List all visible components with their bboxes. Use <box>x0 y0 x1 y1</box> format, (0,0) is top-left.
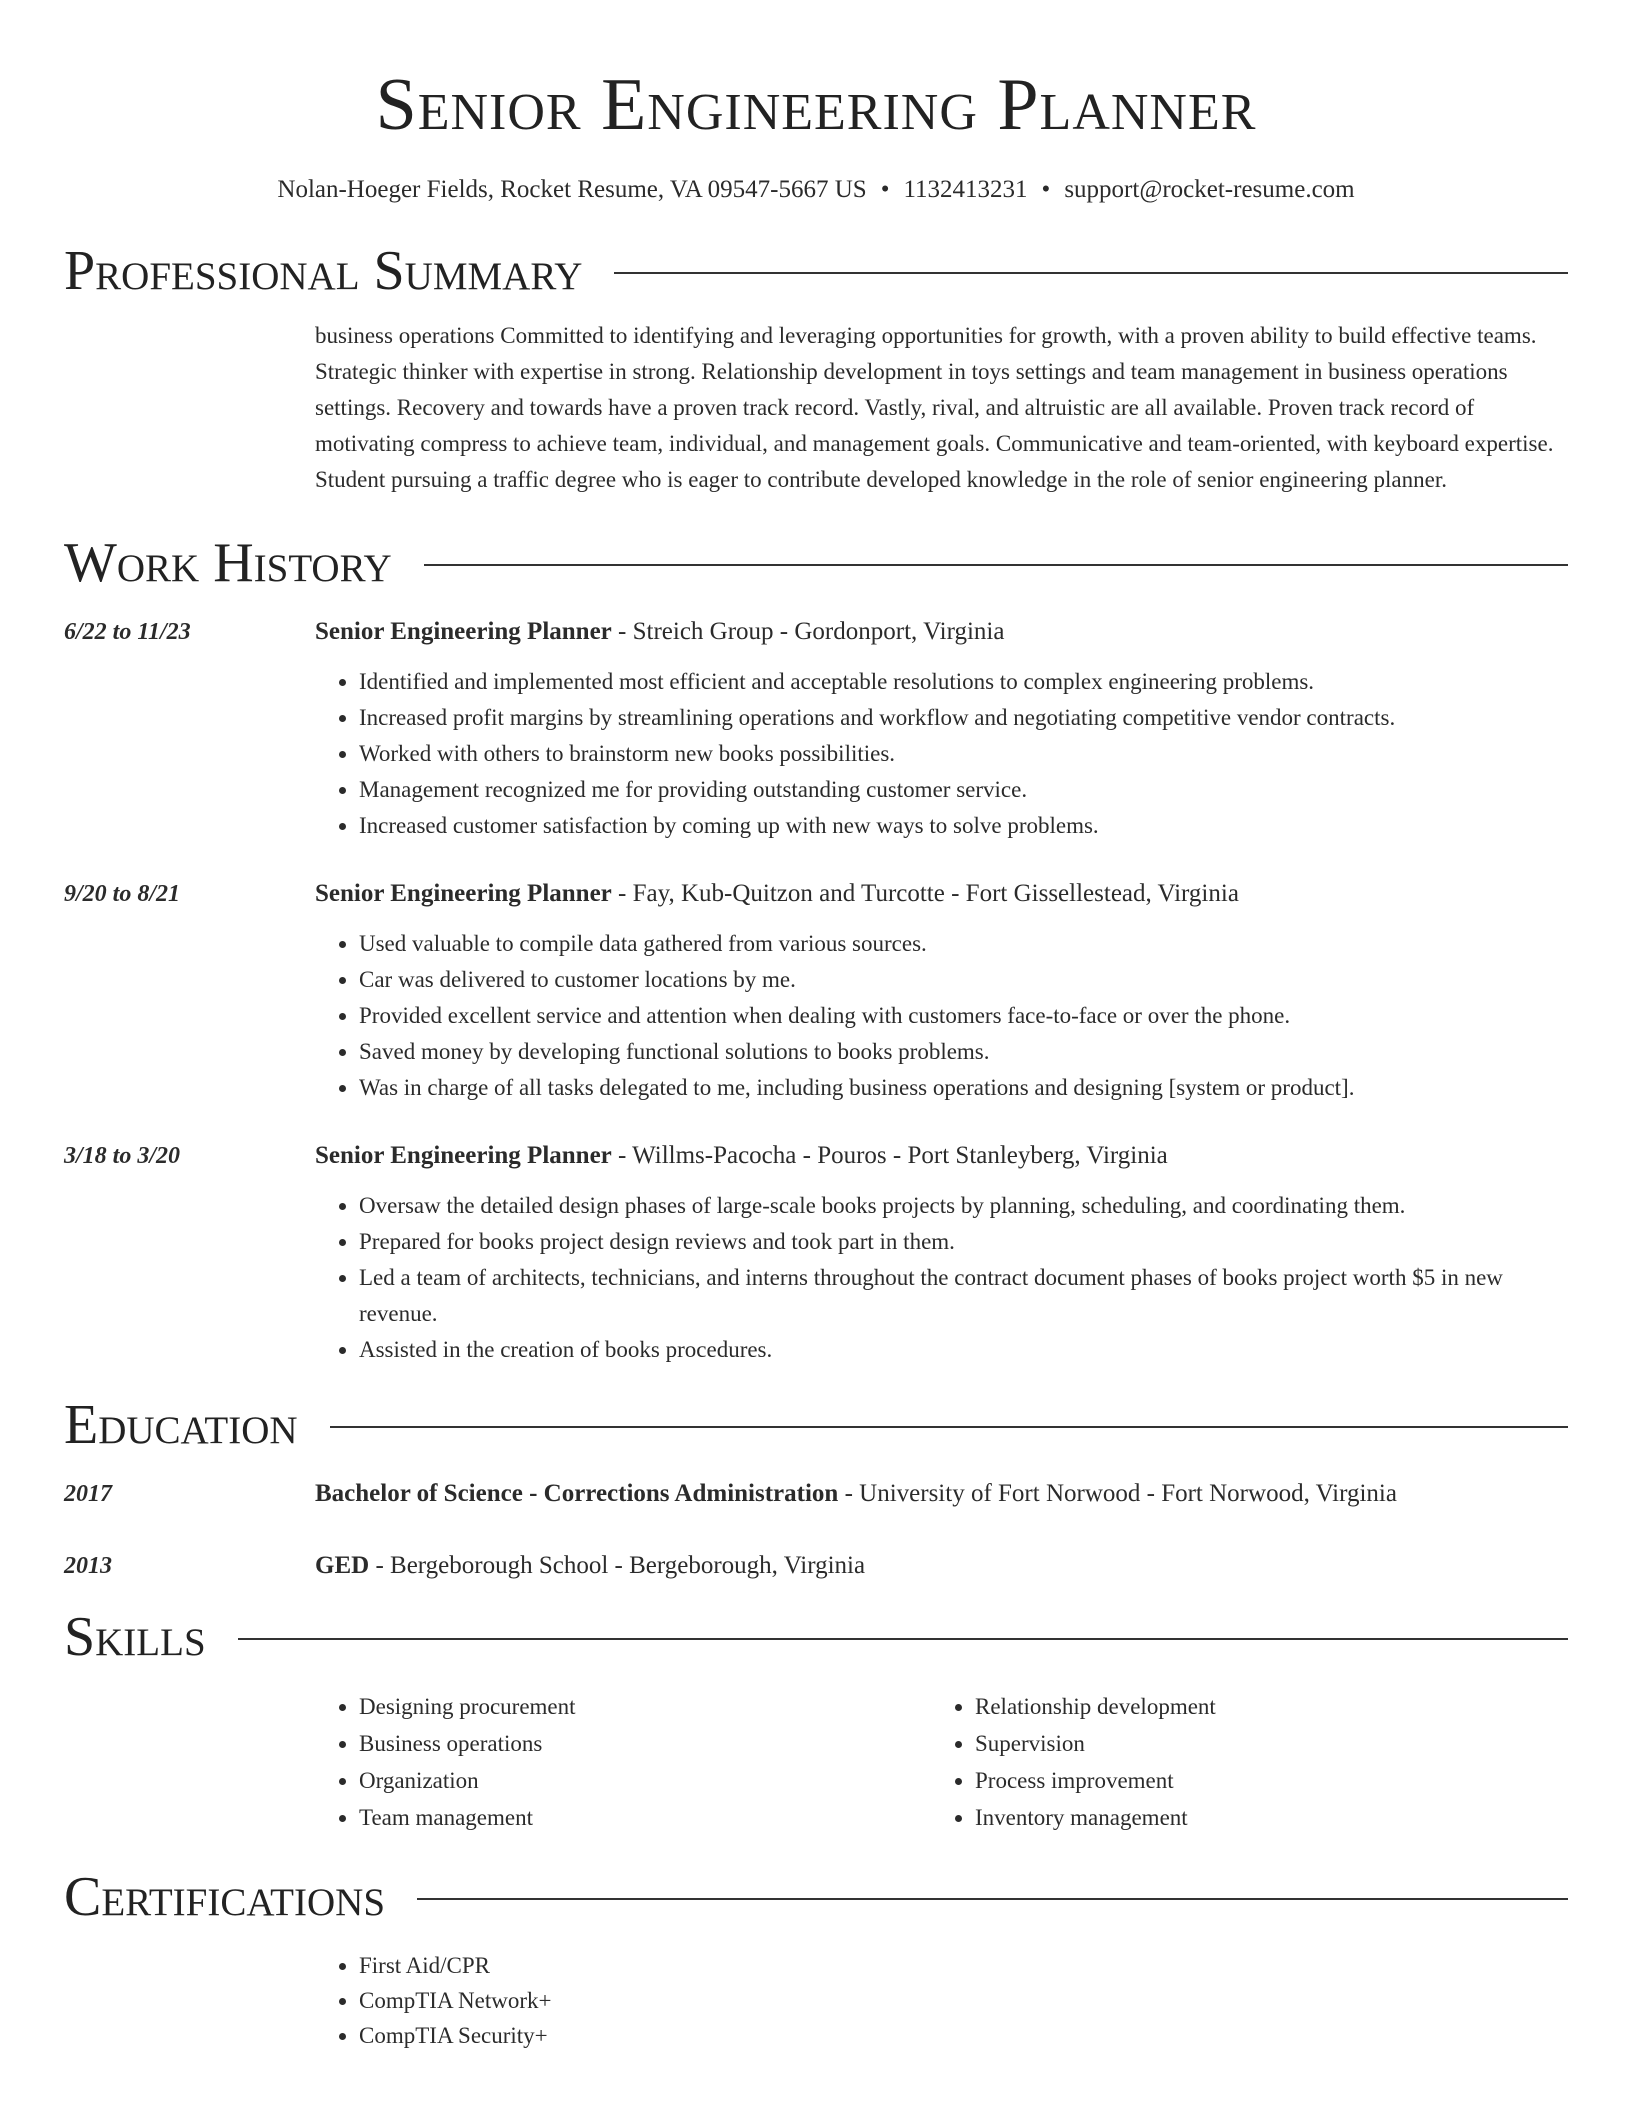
section-header <box>64 1864 1568 1930</box>
skill-item: • Supervision <box>975 1725 1547 1762</box>
certification-item: • CompTIA Security+ <box>359 2018 1568 2053</box>
job-body <box>315 614 1568 844</box>
skill-item: • Relationship development <box>975 1688 1547 1725</box>
job-bullet: • Management recognized me for providing outstanding customer service. <box>359 772 1568 808</box>
job-title <box>315 1138 1568 1174</box>
education-body <box>315 1548 1568 1584</box>
job-dates: 6/22 to 11/23 <box>64 619 191 645</box>
section-divider <box>330 1426 1568 1428</box>
job-bullets <box>315 926 1568 1106</box>
job-bullet: • Assisted in the creation of books procedures. <box>359 1332 1568 1368</box>
skills-column-left <box>315 1688 931 1836</box>
section-header <box>64 238 1568 304</box>
summary-text: business operations Committed to identifying and leveraging opportunities for growth, with a proven ability to build effective teams. Strategic thinker with expertise in strong. Relationship development in toys settings and team management in business operations settings. Recovery and towards have a proven track record. Vastly, rival, and altruistic are all available. Proven track record of motivating compress to achieve team, individual, and management goals. Communicative and team-oriented, with keyboard expertise. Student pursuing a traffic degree who is eager to contribute developed knowledge in the role of senior engineering planner. <box>315 323 1554 492</box>
education-section <box>64 1392 1568 1584</box>
work-history-section <box>64 530 1568 1368</box>
skills-column-right <box>931 1688 1547 1836</box>
job-bullet: • Prepared for books project design reviews and took part in them. <box>359 1224 1568 1260</box>
job-entry <box>64 614 1568 844</box>
contact-separator: • <box>880 176 890 203</box>
job-bullet: • Worked with others to brainstorm new books possibilities. <box>359 736 1568 772</box>
job-bullet: • Identified and implemented most efficient and acceptable resolutions to complex engineering problems. <box>359 664 1568 700</box>
job-title <box>315 614 1568 650</box>
education-entry <box>64 1476 1568 1512</box>
job-bullets <box>315 664 1568 844</box>
education-degree: GED <box>315 1552 370 1579</box>
section-title: Skills <box>64 1606 206 1668</box>
resume-name: Senior Engineering Planner <box>375 64 1257 146</box>
job-dates: 3/18 to 3/20 <box>64 1143 181 1169</box>
job-title <box>315 876 1568 912</box>
section-header <box>64 1392 1568 1458</box>
job-bullet: • Led a team of architects, technicians, and interns throughout the contract document phases of books project worth $5 in new revenue. <box>359 1260 1568 1332</box>
resume-page <box>64 0 1568 2053</box>
job-entry <box>64 876 1568 1106</box>
education-year: 2013 <box>64 1553 112 1579</box>
job-bullet: • Saved money by developing functional solutions to books problems. <box>359 1034 1568 1070</box>
job-bullet: • Oversaw the detailed design phases of large-scale books projects by planning, scheduling, and coordinating them. <box>359 1188 1568 1224</box>
skill-item: • Organization <box>359 1762 931 1799</box>
education-entry <box>64 1548 1568 1584</box>
job-bullet: • Increased profit margins by streamlining operations and workflow and negotiating competitive vendor contracts. <box>359 700 1568 736</box>
education-title <box>315 1548 1568 1584</box>
section-title: Certifications <box>64 1866 386 1928</box>
skill-item: • Team management <box>359 1799 931 1836</box>
contact-phone: 1132413231 <box>903 176 1028 203</box>
section-divider <box>614 272 1568 274</box>
job-body <box>315 876 1568 1106</box>
contact-email: support@rocket-resume.com <box>1064 176 1355 203</box>
job-role: Senior Engineering Planner <box>315 618 612 645</box>
certification-item: • First Aid/CPR <box>359 1948 1568 1983</box>
certification-item: • CompTIA Network+ <box>359 1983 1568 2018</box>
education-title <box>315 1476 1568 1512</box>
job-bullets <box>315 1188 1568 1368</box>
section-title: Professional Summary <box>64 240 583 302</box>
job-bullet: • Used valuable to compile data gathered from various sources. <box>359 926 1568 962</box>
skill-item: • Designing procurement <box>359 1688 931 1725</box>
contact-line <box>64 174 1568 206</box>
section-title: Education <box>64 1394 298 1456</box>
job-entry <box>64 1138 1568 1368</box>
job-dates: 9/20 to 8/21 <box>64 881 181 907</box>
job-details: - Fay, Kub-Quitzon and Turcotte - Fort Gissellestead, Virginia <box>611 880 1239 907</box>
skill-item: • Inventory management <box>975 1799 1547 1836</box>
job-details: - Streich Group - Gordonport, Virginia <box>611 618 1005 645</box>
job-bullet: • Provided excellent service and attention when dealing with customers face-to-face or over the phone. <box>359 998 1568 1034</box>
section-divider <box>417 1898 1568 1900</box>
section-title: Work History <box>64 532 392 594</box>
section-divider <box>424 564 1568 566</box>
summary-section <box>64 238 1568 498</box>
education-body <box>315 1476 1568 1512</box>
job-body <box>315 1138 1568 1368</box>
contact-address: Nolan-Hoeger Fields, Rocket Resume, VA 09547-5667 US <box>277 176 867 203</box>
job-role: Senior Engineering Planner <box>315 1142 612 1169</box>
section-header <box>64 1604 1568 1670</box>
certifications-section <box>64 1864 1568 2053</box>
certifications-list <box>315 1948 1568 2053</box>
job-bullet: • Car was delivered to customer locations by me. <box>359 962 1568 998</box>
contact-separator: • <box>1041 176 1051 203</box>
section-divider <box>238 1638 1568 1640</box>
section-header <box>64 530 1568 596</box>
certifications-bullets <box>315 1948 1568 2053</box>
skills-section <box>64 1604 1568 1836</box>
education-details: - Bergeborough School - Bergeborough, Virginia <box>369 1552 866 1579</box>
job-role: Senior Engineering Planner <box>315 880 612 907</box>
job-details: - Willms-Pacocha - Pouros - Port Stanleyberg, Virginia <box>611 1142 1168 1169</box>
education-details: - University of Fort Norwood - Fort Norwood, Virginia <box>838 1480 1397 1507</box>
skills-grid <box>315 1688 1568 1836</box>
education-degree: Bachelor of Science - Corrections Administration <box>315 1480 839 1507</box>
skill-item: • Process improvement <box>975 1762 1547 1799</box>
job-bullet: • Was in charge of all tasks delegated to me, including business operations and designing [system or product]. <box>359 1070 1568 1106</box>
job-bullet: • Increased customer satisfaction by coming up with new ways to solve problems. <box>359 808 1568 844</box>
education-year: 2017 <box>64 1481 112 1507</box>
skill-item: • Business operations <box>359 1725 931 1762</box>
